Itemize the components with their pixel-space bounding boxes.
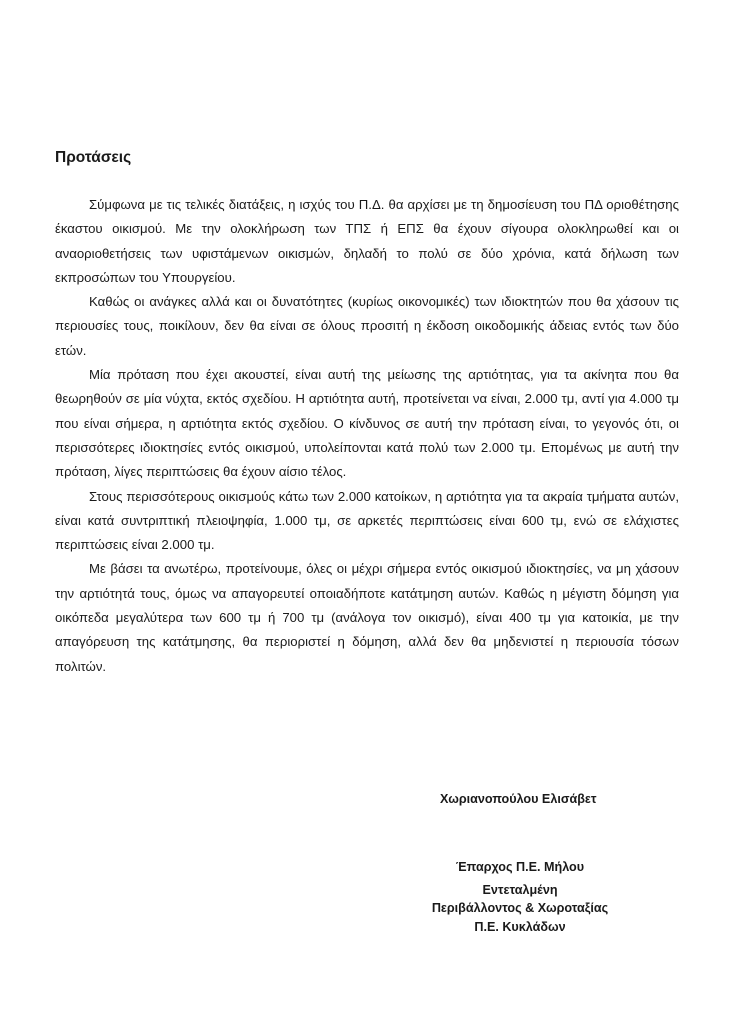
paragraph-5: Με βάσει τα ανωτέρω, προτείνουμε, όλες οι μέχρι σήμερα εντός οικισμού ιδιοκτησίες, να μη χάσουν την αρτιότητά τους, όμως να απαγορευτεί οποιαδήποτε κατάτμηση αυτών. Καθώς η μέγιστη δόμηση για οικόπεδα μεγαλύτερα των 600 τμ ή 700 τμ (ανάλογα τον οικισμό), είναι 400 τμ για κατοικία, με την απαγόρευση της κατάτμησης, θα περιοριστεί η δόμηση, αλλά δεν θα μηδενιστεί η περιουσία τόσων πολιτών. [55, 561, 679, 674]
delegation-line-2: Περιβάλλοντος & Χωροταξίας [431, 901, 609, 915]
signature-block [395, 858, 645, 936]
paragraph-1: Σύμφωνα με τις τελικές διατάξεις, η ισχύς του Π.Δ. θα αρχίσει με τη δημοσίευση του ΠΔ οριοθέτησης έκαστου οικισμού. Με την ολοκλήρωση των ΤΠΣ ή ΕΠΣ θα έχουν σίγουρα ολοκληρωθεί και οι αναοριοθετήσεις των υφιστάμενων οικισμών, δηλαδή το πολύ σε δύο χρόνια, κατά δήλωση των εκπροσώπων του Υπουργείου. [55, 197, 679, 285]
delegation-line-1: Εντεταλμένη [482, 882, 558, 897]
paragraph-3: Μία πρόταση που έχει ακουστεί, είναι αυτή της μείωσης της αρτιότητας, για τα ακίνητα που θα θεωρηθούν σε μία νύχτα, εκτός σχεδίου. Η αρτιότητα αυτή, προτείνεται να είναι, 2.000 τμ, αντί για 4.000 τμ που είναι σήμερα, η αρτιότητα εκτός σχεδίου. Ο κίνδυνος σε αυτή την πρόταση είναι, το γεγονός ότι, οι περισσότερες ιδιοκτησίες εντός οικισμού, υπολείπονται κατά πολύ των 2.000 τμ. Επομένως με αυτή την πρόταση, λίγες περιπτώσεις θα έχουν αίσιο τέλος. [55, 367, 679, 480]
paragraph-4: Στους περισσότερους οικισμούς κάτω των 2.000 κατοίκων, η αρτιότητα για τα ακραία τμήματα αυτών, είναι κατά συντριπτική πλειοψηφία, 1.000 τμ, σε αρκετές περιπτώσεις είναι 600 τμ, ενώ σε ελάχιστες περιπτώσεις είναι 2.000 τμ. [55, 488, 679, 553]
section-heading: Προτάσεις [55, 149, 132, 166]
delegation-line-3: Π.Ε. Κυκλάδων [474, 919, 566, 934]
signatory-role: Έπαρχος Π.Ε. Μήλου [455, 860, 585, 874]
paragraph-2: Καθώς οι ανάγκες αλλά και οι δυνατότητες (κυρίως οικονομικές) των ιδιοκτητών που θα χάσουν τις περιουσίες τους, ποικίλουν, δεν θα είναι σε όλους προσιτή η έκδοση οικοδομικής άδειας εντός των δύο ετών. [55, 294, 679, 358]
signatory-name: Χωριανοπούλου Ελισάβετ [440, 792, 597, 806]
document-body [55, 193, 679, 679]
